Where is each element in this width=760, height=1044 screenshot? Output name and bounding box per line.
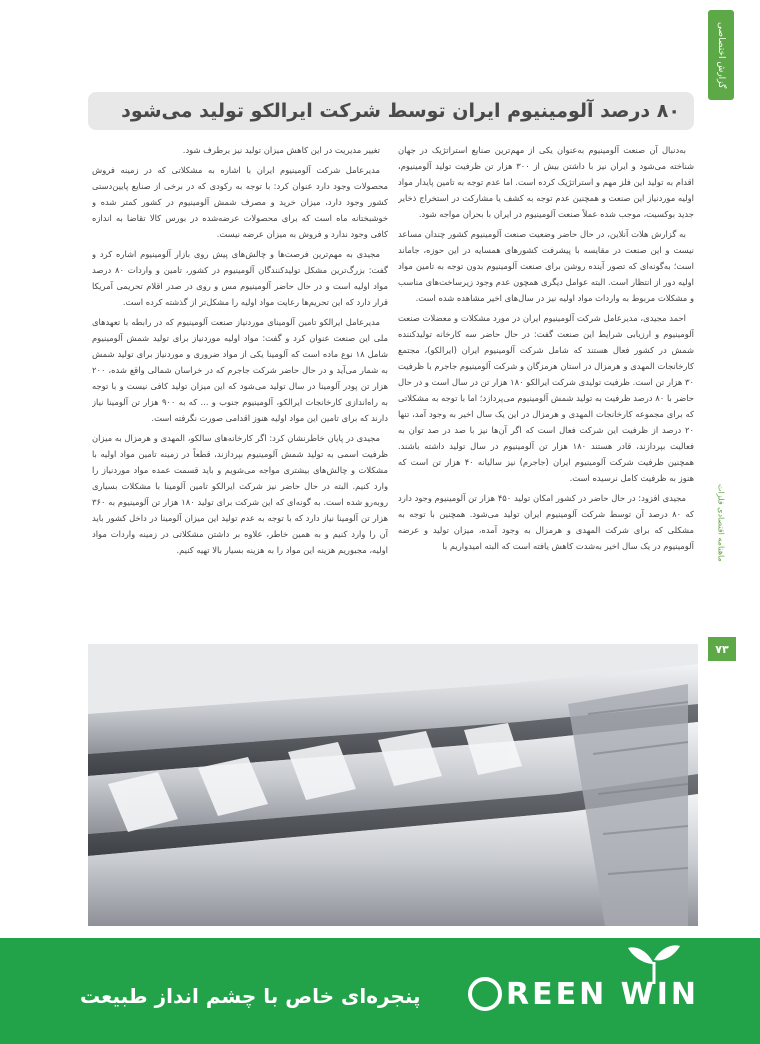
ingots-illustration xyxy=(88,644,698,926)
article-title: ۸۰ درصد آلومینیوم ایران توسط شرکت ایرالکو تولید می‌شود xyxy=(121,100,680,122)
paragraph: تغییر مدیریت در این کاهش میزان تولید نیز برطرف شود. xyxy=(182,145,380,155)
paragraph: احمد مجیدی، مدیرعامل شرکت آلومینیوم ایران در مورد مشکلات و معضلات صنعت آلومینیوم و ارزیابی شرایط این صنعت گفت: در حال حاضر سه کارخانه تولیدکننده شمش در کشور فعال هستند که شامل شرکت آلومینیوم ایران (ایرالکو)، مجتمع کارخانجات المهدی و هرمزال در استان هرمزگان و شرکت آلومینیوم جاجرم با ظرفیت ۳۰ هزار تن است. ظرفیت تولیدی شرکت ایرالکو ۱۸۰ هزار تن در سال است و در حال حاضر با ۸۰ درصد ظرفیت به تولید شمش آلومینیوم می‌پردازد؛ اما با توجه به مشکلاتی که برای مجموعه کارخانجات المهدی و هرمزال در این یک سال اخیر به وجود آمد، تنها ۲۰ درصد از ظرفیت این شرکت فعال است که اگر آن‌ها نیز با صد در صد توان به فعالیت بپردازند، قادر هستند ۱۸۰ هزار تن آلومینیوم در سال تولید داشته باشند. همچنین ظرفیت شرکت آلومینیوم ایران (جاجرم) نیز سالیانه ۴۰ هزار تن است که هنوز به ظرفیت کامل نرسیده است. xyxy=(398,313,694,483)
paragraph: مدیرعامل ایرالکو تامین آلومینای موردنیاز صنعت آلومینیوم که در رابطه با تعهدهای ملی این صنعت عنوان کرد و گفت: مواد اولیه موردنیاز برای تولید شمش آلومینیوم شامل ۱۸ نوع ماده است که آلومینا یکی از مواد ضروری و موردنیاز برای تولید شمش به شمار می‌آید و در حال حاضر شرکت جاجرم که در خراسان شمالی واقع شده، ۲۰۰ هزار تن پودر آلومینا در سال تولید می‌شود که این میزان تولید کافی نیست و با توجه به راه‌اندازی کارخانجات ایرالکو، آلومینیوم جنوب و ... که به ۹۰۰ هزار تن آلومینا نیاز دارند که برای تامین این مواد اولیه هنوز اقدامی صورت نگرفته است. xyxy=(92,317,388,423)
article-column-right xyxy=(398,142,694,632)
magazine-strip-label: ماهنامه اقتصادی فلزات xyxy=(716,484,726,562)
paragraph: مدیرعامل شرکت آلومینیوم ایران با اشاره به مشکلاتی که در زمینه فروش محصولات وجود دارد عنوان کرد: با توجه به رکودی که در برخی از صنایع پایین‌دستی کشور وجود دارد، میزان خرید و مصرف شمش آلومینیوم در کشور کمتر شده و خوشبختانه ماه است که برای محصولات عرضه‌شده در بورس کالا تقاضا به اندازه کافی وجود ندارد و فروش به میزان عرضه نیست. xyxy=(92,165,388,239)
paragraph: به گزارش هلات آنلاین، در حال حاضر وضعیت صنعت آلومینیوم کشور چندان مساعد نیست و این صنعت در مقایسه با پیشرفت کشورهای همسایه در این حوزه، جاماند است؛ به‌گونه‌ای که تصور آینده روشن برای صنعت آلومینیوم بدون توجه به تامین مواد اولیه دور از انتظار است. البته عوامل دیگری همچون عدم وجود زیرساخت‌های مناسب و مشکلات مربوط به واردات مواد اولیه نیز در سال‌های اخیر مشاهده شده است. xyxy=(398,229,694,303)
paragraph: مجیدی در پایان خاطرنشان کرد: اگر کارخانه‌های سالکو، المهدی و هرمزال به میزان ظرفیت اسمی به تولید شمش آلومینیوم بپردازند، قطعاً در زمینه تامین مواد اولیه با مشکلات و چالش‌های بیشتری مواجه می‌شویم و باید قسمت عمده مواد موردنیاز را وارد کنیم. البته در حال حاضر نیز شرکت ایرالکو تامین آلومینا با مشکلات بسیاری روبه‌رو شده است. به گونه‌ای که این شرکت برای تولید ۱۸۰ هزار تن آلومینیوم به ۳۶۰ هزار تن آلومینا نیاز دارد که با توجه به عدم تولید این میزان آلومینا در داخل کشور باید آن را وارد کنیم و به همین خاطر، علاوه بر داشتن مشکلاتی در زمینه واردات مواد اولیه، مجبوریم هزینه این مواد را به هزینه بسیار بالا تهیه کنیم. xyxy=(92,433,388,555)
article-column-left xyxy=(92,142,388,632)
page-number: ۷۳ xyxy=(708,637,736,661)
section-tab-label: گزارش اختصاصی xyxy=(716,21,726,89)
title-bar xyxy=(88,92,694,130)
aluminium-ingots-photo xyxy=(88,644,698,926)
paragraph: به‌دنبال آن صنعت آلومینیوم به‌عنوان یکی از مهم‌ترین صنایع استراتژیک در جهان شناخته می‌شود و ایران نیز با داشتن بیش از ۳۰۰ هزار تن ظرفیت تولید آلومینیوم، اقدام به تولید این فلز مهم و استراتژیک کرده است. اما عدم توجه به تامین پایدار مواد اولیه موردنیاز این صنعت و همچنین عدم توجه به کشف یا مشارکت در استخراج ذخایر جدید بوکسیت، موجب شده عملاً صنعت آلومینیوم در ایران با بحران مواجه شود. xyxy=(398,145,694,219)
paragraph: مجیدی به مهم‌ترین فرصت‌ها و چالش‌های پیش روی بازار آلومینیوم اشاره کرد و گفت: بزرگ‌ترین مشکل تولیدکنندگان آلومینیوم در کشور، تامین و واردات ۸۰ درصد مواد اولیه است و در حال حاضر آلومینیوم مس و روی در صدر اقلام تحریمی آمریکا قرار دارد که این تحریم‌ها رعایت مواد اولیه را مشکل‌تر از گذشته کرده است. xyxy=(92,249,388,307)
section-tab xyxy=(708,10,734,100)
advert-slogan: پنجره‌ای خاص با چشم انداز طبیعت xyxy=(80,984,421,1008)
brand-logo xyxy=(468,972,728,1016)
brand-circle-icon xyxy=(468,977,502,1011)
paragraph: مجیدی افزود: در حال حاضر در کشور امکان تولید ۴۵۰ هزار تن آلومینیوم وجود دارد که ۸۰ درصد آن توسط شرکت آلومینیوم ایران تولید می‌شود. همچنین با توجه به مشکلی که برای شرکت المهدی و هرمزال به وجود آمده، میزان تولید و عرضه آلومینیوم در یک سال اخیر به‌شدت کاهش یافته است که البته امیدواریم با xyxy=(398,493,694,551)
brand-name: REEN WIN xyxy=(506,976,699,1012)
magazine-strip xyxy=(712,408,730,638)
